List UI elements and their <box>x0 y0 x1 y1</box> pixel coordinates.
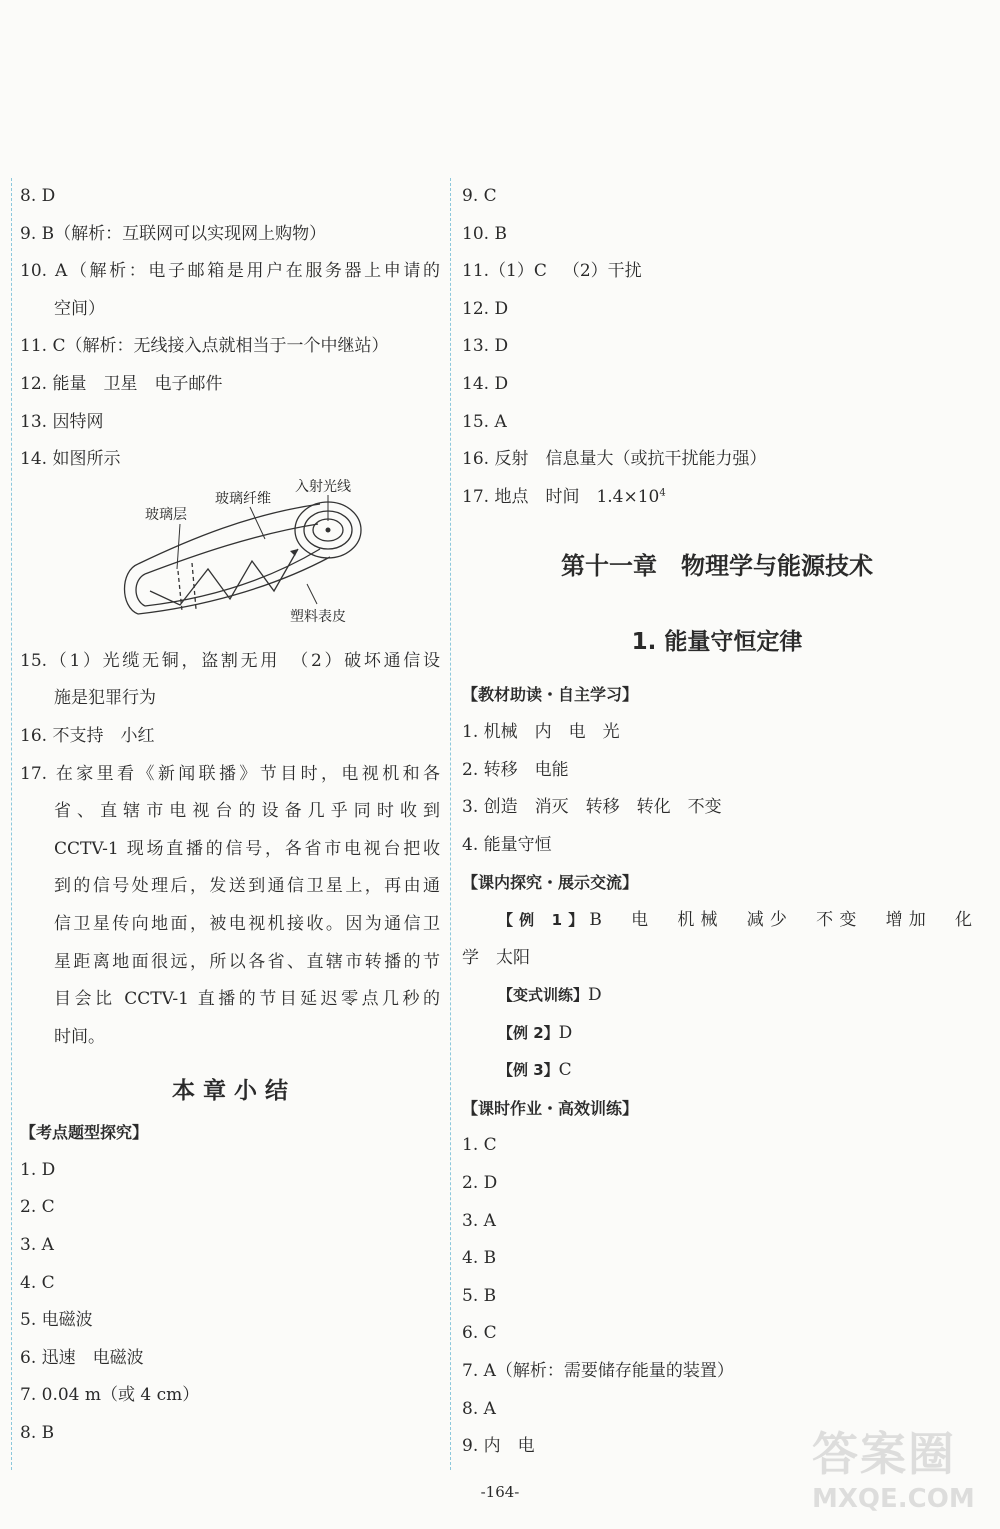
left-margin-rule <box>11 178 12 1470</box>
answer-line: 省、直辖市电视台的设备几乎同时收到 <box>54 801 440 822</box>
answer-line: 12. D <box>462 298 509 319</box>
answer-line: 1. C <box>462 1135 497 1156</box>
answer-line: 3. A <box>20 1235 54 1256</box>
example-line <box>462 977 972 1015</box>
example-label: 【例 1】 <box>498 910 590 929</box>
example-text: C <box>558 1060 572 1081</box>
answer-line: 1. 机械 内 电 光 <box>462 721 620 742</box>
answer-line: 16. 反射 信息量大（或抗干扰能力强） <box>462 449 767 470</box>
answer-line: 9. 内 电 <box>462 1436 535 1457</box>
answer-line: CCTV-1 现场直播的信号，各省市电视台把收 <box>54 838 440 859</box>
label-glass-fiber: 玻璃纤维 <box>215 490 271 507</box>
ray-arrowhead <box>290 549 298 556</box>
example-line <box>462 902 972 940</box>
example-line <box>462 1052 972 1090</box>
answer-line: 5. 电磁波 <box>20 1310 93 1331</box>
section-heading: 【课时作业・高效训练】 <box>462 1098 639 1118</box>
answer-line: 15.（1）光缆无铜，盗割无用 （2）破坏通信设 <box>20 650 440 671</box>
section-heading: 【课内探究・展示交流】 <box>462 873 639 893</box>
label-incident-light: 入射光线 <box>295 478 351 495</box>
page-number: -164- <box>480 1483 520 1501</box>
example-line <box>462 1015 972 1053</box>
leader-plastic <box>307 584 317 604</box>
answer-line <box>462 479 972 517</box>
left-column <box>20 178 440 1453</box>
answer-line: 时间。 <box>54 1026 105 1047</box>
answer-line: 13. 因特网 <box>20 411 104 432</box>
answer-line: 星距离地面很远，所以各省、直辖市转播的节 <box>54 951 440 972</box>
answer-line: 2. D <box>462 1173 498 1194</box>
answer-line: 11. C（解析：无线接入点就相当于一个中继站） <box>20 336 389 357</box>
column-divider <box>450 178 451 1470</box>
answer-line: 信卫星传向地面，被电视机接收。因为通信卫 <box>54 913 440 934</box>
answer-line: 12. 能量 卫星 电子邮件 <box>20 373 223 394</box>
optical-fiber-diagram <box>20 479 440 643</box>
answer-line: 3. A <box>462 1210 496 1231</box>
answer-line: 7. A（解析：需要储存能量的装置） <box>462 1361 734 1382</box>
light-ray-zigzag <box>150 549 298 605</box>
answer-line <box>462 253 972 291</box>
example-text: D <box>558 1022 573 1043</box>
answer-line: 2. 转移 电能 <box>462 759 569 780</box>
answer-line: 16. 不支持 小红 <box>20 725 155 746</box>
answer-line: 15. A <box>462 411 507 432</box>
answer-line: 5. B <box>462 1285 497 1306</box>
answer-text: 17. 地点 时间 1.4×10 <box>462 486 660 507</box>
answer-line: 10. B <box>462 223 507 244</box>
section-heading: 【教材助读・自主学习】 <box>462 685 639 705</box>
watermark-text: 答案圈 <box>812 1427 956 1481</box>
answer-line: 目会比 CCTV-1 直播的节目延迟零点几秒的 <box>54 989 440 1010</box>
answer-line: 8. B <box>20 1423 55 1444</box>
chapter-title: 第十一章 物理学与能源技术 <box>561 552 873 581</box>
answer-line: 4. 能量守恒 <box>462 834 552 855</box>
example-text: D <box>588 985 602 1006</box>
answer-part: （2）干扰 <box>562 261 642 282</box>
answer-line: 8. A <box>462 1398 496 1419</box>
label-glass-layer: 玻璃层 <box>145 506 187 523</box>
answer-line: 9. C <box>462 186 497 206</box>
answer-part: 11.（1）C <box>462 261 547 282</box>
watermark-logo <box>812 1418 982 1522</box>
fiber-core-dot <box>326 527 331 532</box>
exponent: 4 <box>659 487 666 499</box>
section-heading: 【考点题型探究】 <box>20 1123 149 1143</box>
answer-line: 6. C <box>462 1323 497 1344</box>
answer-line: 6. 迅速 电磁波 <box>20 1347 144 1368</box>
answer-line: 13. D <box>462 336 509 357</box>
answer-line: 学 太阳 <box>462 947 530 968</box>
answer-line: 8. D <box>20 186 56 206</box>
answer-line: 14. 如图所示 <box>20 449 121 470</box>
example-text: B 电 机械 减少 不变 增加 化 <box>589 909 972 930</box>
answer-line: 17. 在家里看《新闻联播》节目时，电视机和各 <box>20 763 440 784</box>
answer-line: 4. C <box>20 1272 55 1293</box>
optical-fiber-figure <box>20 479 440 643</box>
section-title: 本 章 小 结 <box>171 1078 289 1105</box>
fiber-inner-cap <box>136 574 145 606</box>
section-title: 1. 能量守恒定律 <box>631 629 803 656</box>
answer-line: 7. 0.04 m（或 4 cm） <box>20 1385 200 1406</box>
example-label: 【例 3】 <box>498 1061 559 1080</box>
answer-line: 3. 创造 消灭 转移 转化 不变 <box>462 797 722 818</box>
answer-line: 10. A（解析：电子邮箱是用户在服务器上申请的 <box>20 261 440 282</box>
answer-line: 2. C <box>20 1197 55 1218</box>
answer-line: 9. B（解析：互联网可以实现网上购物） <box>20 223 327 244</box>
answer-line: 14. D <box>462 373 509 394</box>
answer-line: 到的信号处理后，发送到通信卫星上，再由通 <box>54 876 440 897</box>
watermark-url: MXQE.COM <box>812 1484 975 1514</box>
right-column <box>462 178 972 1466</box>
leader-fiber <box>250 507 265 539</box>
example-label: 【变式训练】 <box>498 986 589 1005</box>
label-plastic-skin: 塑料表皮 <box>290 608 346 625</box>
answer-line: 4. B <box>462 1248 497 1269</box>
answer-line: 施是犯罪行为 <box>54 688 156 709</box>
answer-line: 1. D <box>20 1159 56 1180</box>
example-label: 【例 2】 <box>498 1023 559 1042</box>
answer-line: 空间） <box>54 298 105 319</box>
